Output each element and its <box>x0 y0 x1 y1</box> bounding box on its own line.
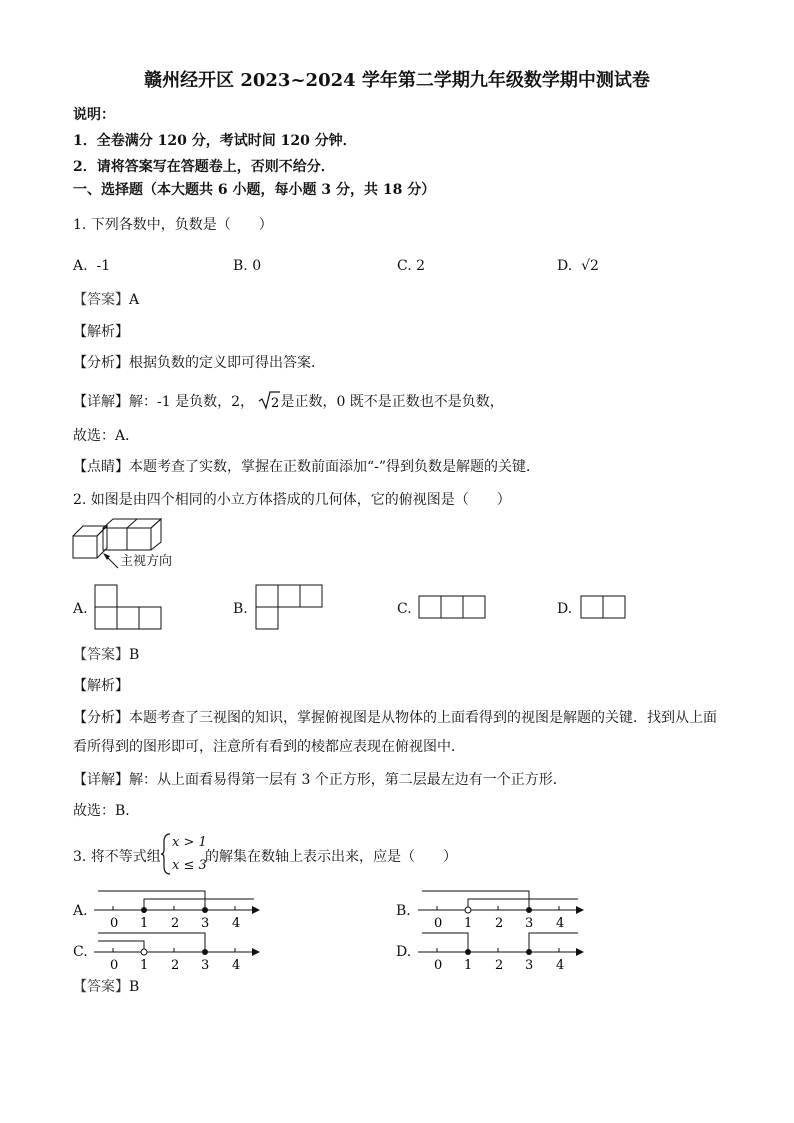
q1-option-b-text: 0 <box>252 258 262 274</box>
q2-option-a-shape <box>94 584 164 632</box>
q3-b-tick-0: 0 <box>434 916 443 931</box>
q1-option-d <box>557 257 599 275</box>
q3-c-tick-2: 2 <box>171 958 180 973</box>
q3-answer-value: B <box>129 979 140 995</box>
q3-stem-a: 3. 将不等式组 <box>73 849 161 865</box>
q2-answer-tag: 【答案】 <box>73 647 129 663</box>
q1-choose: 故选：A． <box>73 428 140 444</box>
q1-option-d-text: √2 <box>581 258 599 274</box>
q3-b-tick-2: 2 <box>495 916 504 931</box>
q3-option-c-label: C. <box>73 944 88 960</box>
q1-option-a-text: -1 <box>96 258 111 274</box>
q1-option-b-label: B. <box>233 258 248 274</box>
q1-stem: 1. 下列各数中，负数是（ ） <box>73 217 273 233</box>
q1-detail-text-b: 是正数，0 既不是正数也不是负数， <box>280 394 504 410</box>
q2-detail <box>73 771 567 789</box>
q2-fenxi-line1: 本题考查了三视图的知识，掌握俯视图是从物体的上面看得到的视图是解题的关键．找到从上面 <box>129 710 717 726</box>
q1-answer <box>73 291 139 309</box>
q1-option-b <box>233 257 261 275</box>
q3-c-tick-3: 3 <box>201 958 210 973</box>
svg-text:2: 2 <box>271 396 280 411</box>
q3-d-tick-4: 4 <box>556 958 565 973</box>
q3-c-tick-0: 0 <box>110 958 119 973</box>
q1-comment <box>73 458 540 476</box>
q3-answer-tag: 【答案】 <box>73 979 129 995</box>
q2-fenxi-line2: 看所得到的图形即可，注意所有看到的棱都应表现在俯视图中． <box>73 739 465 755</box>
q3-option-a-label: A. <box>73 903 88 919</box>
q3-option-d-numberline <box>418 928 588 976</box>
q3-d-tick-3: 3 <box>525 958 534 973</box>
q2-option-d-shape <box>580 595 628 621</box>
q3-d-tick-0: 0 <box>434 958 443 973</box>
q2-analysis-tag: 【解析】 <box>73 678 129 694</box>
q3-c-tick-4: 4 <box>232 958 241 973</box>
q3-b-tick-4: 4 <box>556 916 565 931</box>
q3-option-d-label: D. <box>396 944 412 960</box>
q2-answer-value: B <box>129 647 140 663</box>
q3-d-tick-2: 2 <box>495 958 504 973</box>
q2-option-c-label: C. <box>397 601 412 617</box>
q1-answer-tag: 【答案】 <box>73 292 129 308</box>
q2-fenxi <box>73 709 717 727</box>
q1-fenxi <box>73 354 325 372</box>
q3-option-b-label: B. <box>396 903 411 919</box>
q2-answer <box>73 646 139 664</box>
q2-figure-caption: 主视方向 <box>120 554 173 569</box>
q2-option-d-label: D. <box>557 601 573 617</box>
q3-a-tick-4: 4 <box>232 916 241 931</box>
q3-option-c-numberline <box>94 928 264 976</box>
q3-a-tick-2: 2 <box>171 916 180 931</box>
q3-a-tick-0: 0 <box>110 916 119 931</box>
q3-b-tick-1: 1 <box>464 916 473 931</box>
q3-d-tick-1: 1 <box>464 958 473 973</box>
q3-inequality-2: x ≤ 3 <box>172 858 207 873</box>
q3-b-tick-3: 3 <box>525 916 534 931</box>
q1-option-a-label: A. <box>73 258 88 274</box>
sqrt2-symbol <box>258 390 280 410</box>
q3-option-a-numberline <box>94 886 264 934</box>
q1-analysis-tag: 【解析】 <box>73 324 129 340</box>
q1-option-d-label: D. <box>557 258 573 274</box>
q3-a-tick-3: 3 <box>201 916 210 931</box>
q3-a-tick-1: 1 <box>140 916 149 931</box>
q1-answer-value: A <box>129 292 140 308</box>
q1-option-a <box>73 257 110 275</box>
q2-stem: 2. 如图是由四个相同的小立方体搭成的几何体，它的俯视图是（ ） <box>73 492 511 508</box>
q2-option-b-label: B. <box>233 601 248 617</box>
q2-detail-tag: 【详解】 <box>73 772 129 788</box>
note-1: 1．全卷满分 120 分，考试时间 120 分钟． <box>73 133 357 149</box>
q1-detail <box>73 390 504 411</box>
q1-detail-text-a: 解：-1 是负数，2， <box>129 394 254 410</box>
q1-option-c-label: C. <box>397 258 412 274</box>
section-heading: 一、选择题（本大题共 6 小题，每小题 3 分，共 18 分） <box>73 182 436 198</box>
q2-option-a-label: A. <box>73 601 88 617</box>
q3-brace <box>160 832 172 876</box>
q3-option-b-numberline <box>418 886 588 934</box>
q1-detail-tag: 【详解】 <box>73 394 129 410</box>
q1-option-c-text: 2 <box>416 258 426 274</box>
q1-fenxi-tag: 【分析】 <box>73 355 129 371</box>
page-title: 赣州经开区 2023~2024 学年第二学期九年级数学期中测试卷 <box>144 70 650 91</box>
q2-fenxi-tag: 【分析】 <box>73 710 129 726</box>
q1-comment-tag: 【点睛】 <box>73 459 129 475</box>
q2-detail-text: 解：从上面看易得第一层有 3 个正方形，第二层最左边有一个正方形． <box>129 772 567 788</box>
q1-comment-text: 本题考查了实数，掌握在正数前面添加“-”得到负数是解题的关键． <box>129 459 541 475</box>
notes-label: 说明： <box>73 107 115 123</box>
q2-choose: 故选：B． <box>73 803 140 819</box>
note-2: 2．请将答案写在答题卷上，否则不给分． <box>73 159 335 175</box>
q1-fenxi-text: 根据负数的定义即可得出答案． <box>129 355 325 371</box>
q3-c-tick-1: 1 <box>140 958 149 973</box>
q3-answer <box>73 978 139 996</box>
q2-option-c-shape <box>418 595 488 621</box>
q3-stem-b: 的解集在数轴上表示出来，应是（ ） <box>205 849 457 865</box>
q3-inequality-1: x > 1 <box>172 835 207 850</box>
q1-option-c <box>397 257 425 275</box>
q2-option-b-shape <box>255 584 325 632</box>
